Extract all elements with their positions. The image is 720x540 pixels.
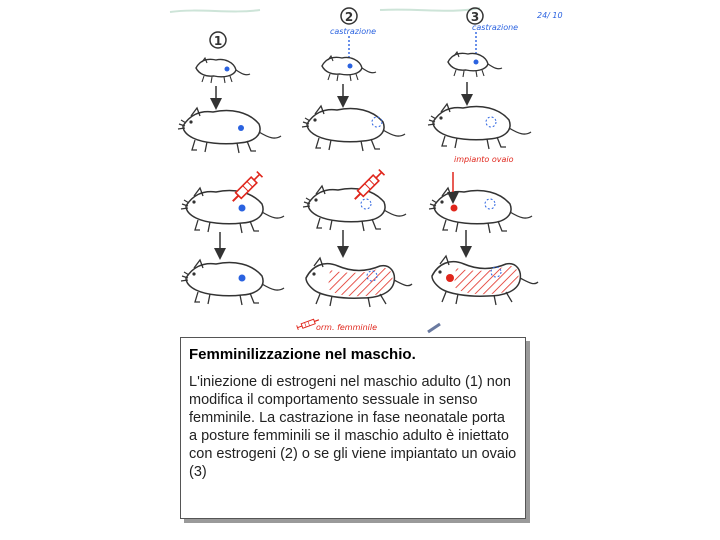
baby-rat-col3 [448, 52, 502, 77]
caption-box [180, 337, 526, 519]
adult-rat-col2 [302, 106, 405, 151]
bottom-scribble [428, 324, 440, 332]
outcome-rat-col2-lordosis [306, 258, 412, 307]
svg-text:2: 2 [344, 10, 354, 24]
caption-title-period: . [411, 346, 416, 363]
castration-note-col2: castrazione [330, 27, 377, 36]
castration-note-col3: castrazione [472, 23, 519, 32]
implant-note: impianto ovaio [454, 155, 514, 164]
svg-text:1: 1 [213, 34, 223, 48]
adult-rat-col3 [428, 104, 531, 149]
svg-text:3: 3 [470, 10, 480, 24]
caption-title-text: Femminilizzazione nel maschio [189, 346, 412, 363]
treated-rat-col3 [429, 188, 532, 233]
outcome-rat-col3-lordosis [432, 256, 538, 305]
bottom-note: orm. femminile [316, 323, 378, 332]
column-number-1 [210, 32, 226, 48]
treated-rat-col1 [181, 188, 284, 233]
caption-title [189, 346, 517, 363]
column-number-3 [467, 8, 483, 24]
top-scribble [170, 8, 480, 12]
baby-rat-col1 [196, 58, 250, 83]
outcome-rat-col1 [181, 260, 284, 305]
column-number-2 [341, 8, 357, 24]
baby-rat-col2 [322, 56, 376, 81]
caption-body: L'iniezione di estrogeni nel maschio adulto (1) non modifica il comportamento sessuale in senso femminile. La castrazione in fase neonatale porta a posture femminili se il maschio adulto è iniettato con estrogeni (2) o se gli viene impiantato un ovaio (3) [189, 374, 517, 480]
adult-rat-col1 [178, 108, 281, 153]
corner-mark: 24/ 10 [537, 11, 563, 20]
treated-rat-col2 [303, 186, 406, 231]
